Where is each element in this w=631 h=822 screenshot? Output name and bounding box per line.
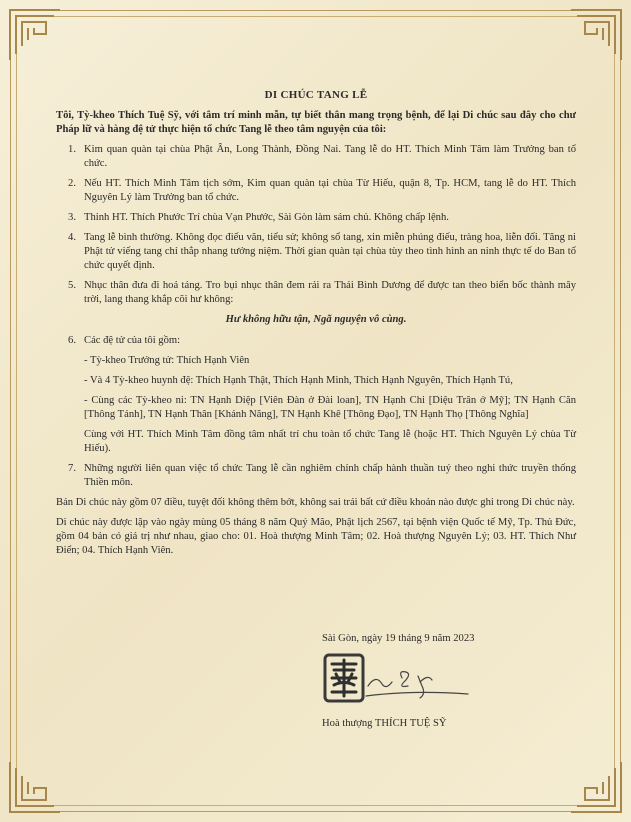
clause-number: 4. [68, 232, 76, 243]
signer-name: Hoà thượng THÍCH TUỆ SỸ [322, 718, 447, 729]
seal-icon [322, 652, 366, 704]
clause-number: 2. [68, 178, 76, 189]
disciple-line: - Cùng các Tỳ-kheo ni: TN Hạnh Diệp [Viên Đàn ở Đài loan], TN Hạnh Chi [Diệu Trân ở Mỹ]; TN Hạnh Căn [Thông Tánh], TN Hạnh Thân [Khánh Năng], TN Hạnh Khê [Thông Đạo], TN Hạnh Thọ [Thông Nghĩa] [84, 395, 576, 420]
motto-line: Hư không hữu tận, Ngã nguyện vô cùng. [225, 314, 407, 325]
corner-ornament-icon [567, 6, 625, 64]
clause-text: Tang lễ bình thường. Không đọc điếu văn, tiểu sử; không sổ tang, xin miễn phúng điếu, tràng hoa, liễn đối. Tăng ni Phật tử viếng tang chỉ thắp nhang tưởng niệm. Thời gian quàn tại chùa tùy theo tình hình an ninh thực tế do Ban tổ chức quyết định. [84, 232, 576, 271]
document-title: DI CHÚC TANG LỄ [264, 89, 368, 101]
clause-item [56, 211, 576, 225]
place-date: Sài Gòn, ngày 19 tháng 9 năm 2023 [322, 633, 475, 644]
clause-text: Những người liên quan việc tổ chức Tang lễ cần nghiêm chỉnh chấp hành thuần tuý theo nghi thức truyền thống Thiền môn. [84, 463, 576, 488]
clause-item [56, 334, 576, 348]
clause-list [56, 143, 576, 490]
clause-text: Các đệ tử của tôi gồm: [84, 335, 181, 346]
clause-number: 5. [68, 280, 76, 291]
clause-text: Thỉnh HT. Thích Phước Trí chùa Vạn Phước, Sài Gòn làm sám chủ. Không chấp lệnh. [84, 212, 449, 223]
clause-item [56, 462, 576, 490]
closing-paragraph: Bản Di chúc này gồm 07 điều, tuyệt đối không thêm bớt, không sai trái bất cứ điều khoản nào được ghi trong Di chúc này. [56, 497, 575, 508]
clause-text: Nếu HT. Thích Minh Tâm tịch sớm, Kim quan quàn tại chùa Từ Hiếu, quận 8, Tp. HCM, tang lễ do HT. Thích Nguyên Lý làm Trưởng ban tổ chức. [84, 178, 576, 203]
intro-paragraph: Tôi, Tỳ-kheo Thích Tuệ Sỹ, với tâm trí minh mẫn, tự biết thân mang trọng bệnh, để lại Di chúc sau đây cho chư Pháp lữ và hàng đệ tử thực hiện tổ chức Tang lễ theo tâm nguyện của tôi: [56, 110, 576, 135]
signature-icon [362, 660, 472, 700]
corner-ornament-icon [6, 6, 64, 64]
clause-item [56, 143, 576, 171]
clause-item [56, 231, 576, 273]
corner-ornament-icon [567, 758, 625, 816]
clause-item [56, 279, 576, 307]
clause-number: 3. [68, 212, 76, 223]
closing-paragraph: Di chúc này được lập vào ngày mùng 05 tháng 8 năm Quý Mão, Phật lịch 2567, tại bệnh viện Quốc tế Mỹ, Tp. Thủ Đức, gồm 04 bản có giá trị như nhau, giao cho: 01. Hoà thượng Minh Tâm; 02. Hoà thượng Nguyên Lý; 03. HT. Thích Như Điển; 04. Thích Hạnh Viên. [56, 517, 576, 556]
clause-number: 6. [68, 335, 76, 346]
clause-number: 1. [68, 144, 76, 155]
disciple-line: - Tỳ-kheo Trưởng tử: Thích Hạnh Viên [84, 355, 250, 366]
clause-number: 7. [68, 463, 76, 474]
document-body [56, 88, 576, 564]
corner-ornament-icon [6, 758, 64, 816]
clause-text: Nhục thân đưa đi hoả táng. Tro bụi nhục thân đem rải ra Thái Bình Dương để được tan theo biển bốc thành mây trời, lang thang khắp cõi hư không: [84, 280, 576, 305]
clause-item [56, 177, 576, 205]
disciple-line: Cùng với HT. Thích Minh Tâm đồng tâm nhất trí chu toàn tổ chức Tang lễ (hoặc HT. Thích Nguyên Lý chùa Từ Hiếu). [84, 429, 576, 454]
clause-text: Kim quan quàn tại chùa Phật Ân, Long Thành, Đồng Nai. Tang lễ do HT. Thích Minh Tâm làm Trưởng ban tổ chức. [84, 144, 576, 169]
disciple-line: - Và 4 Tỳ-kheo huynh đệ: Thích Hạnh Thật, Thích Hạnh Minh, Thích Hạnh Nguyên, Thích Hạnh Tú, [84, 375, 513, 386]
